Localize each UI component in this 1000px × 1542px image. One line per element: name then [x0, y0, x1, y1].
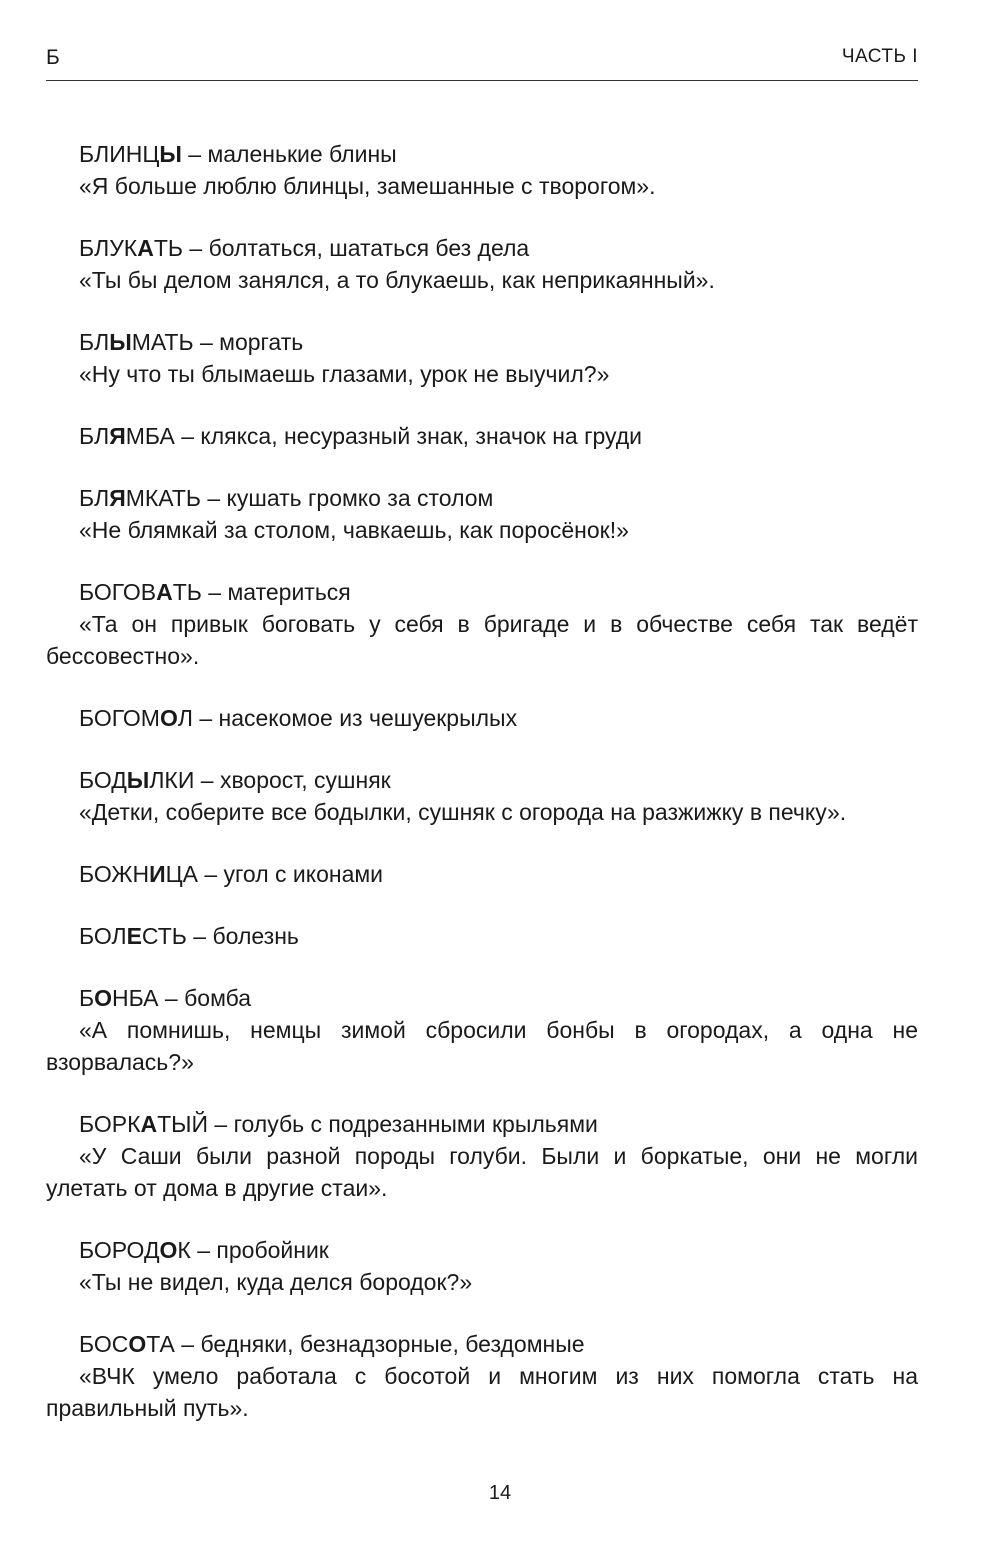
headword-start: БОГОМ	[79, 705, 160, 731]
definition: хворост, сушняк	[219, 767, 391, 793]
usage-example: «А помнишь, немцы зимой сбросили бонбы в огородах, а одна не взорвалась?»	[46, 1017, 918, 1075]
headword-end: МАТЬ	[131, 329, 194, 355]
dictionary-entries	[46, 138, 918, 1454]
definition-dash: –	[190, 1237, 217, 1263]
stressed-letter: А	[137, 235, 154, 261]
usage-example: «ВЧК умело работала с босотой и многим из них помогла стать на правильный путь».	[46, 1363, 918, 1421]
entry-headline	[46, 982, 918, 1014]
definition: насекомое из чешуекрылых	[218, 705, 518, 731]
usage-example: «Ты бы делом занялся, а то блукаешь, как неприкаянный».	[79, 267, 715, 293]
definition: маленькие блины	[207, 141, 397, 167]
entry-headline	[46, 702, 918, 734]
entry-headline	[46, 920, 918, 952]
headword-end: К	[177, 1237, 191, 1263]
usage-example: «Ну что ты блымаешь глазами, урок не выучил?»	[79, 361, 610, 387]
dictionary-entry	[46, 1328, 918, 1424]
headword-end: ТЬ	[153, 235, 183, 261]
stressed-letter: О	[94, 985, 112, 1011]
entry-headline	[46, 1108, 918, 1140]
headword-start: БЛУК	[79, 235, 138, 261]
dictionary-entry	[46, 982, 918, 1078]
usage-example: «Ты не видел, куда делся бородок?»	[79, 1269, 473, 1295]
dictionary-entry	[46, 326, 918, 390]
entry-headline	[46, 138, 918, 170]
headword-end: ТЫЙ	[157, 1111, 209, 1137]
headword-end: МКАТЬ	[125, 485, 201, 511]
headword-end: ЦА	[165, 861, 198, 887]
dictionary-entry	[46, 702, 918, 734]
headword-end: НБА	[111, 985, 159, 1011]
dictionary-entry	[46, 1234, 918, 1298]
entry-headline	[46, 482, 918, 514]
definition: кушать громко за столом	[226, 485, 494, 511]
entry-headline	[46, 1234, 918, 1266]
headword-start: БОРОД	[79, 1237, 160, 1263]
headword-start: БОС	[79, 1331, 129, 1357]
stressed-letter: О	[159, 1237, 178, 1263]
headword-end: Л	[177, 705, 193, 731]
usage-example: «Я больше люблю блинцы, замешанные с творогом».	[79, 173, 656, 199]
dictionary-entry	[46, 1108, 918, 1204]
dictionary-entry	[46, 576, 918, 672]
entry-headline	[46, 858, 918, 890]
dictionary-entry	[46, 764, 918, 828]
headword-start: БОЖН	[79, 861, 150, 887]
dictionary-entry	[46, 858, 918, 890]
usage-example: «Та он привык боговать у себя в бригаде и в обчестве себя так ведёт бессовестно».	[46, 611, 918, 669]
entry-headline	[46, 326, 918, 358]
definition: клякса, несуразный знак, значок на груди	[200, 423, 643, 449]
stressed-letter: Е	[126, 923, 142, 949]
dictionary-entry	[46, 420, 918, 452]
definition: угол с иконами	[223, 861, 384, 887]
definition-dash: –	[197, 861, 224, 887]
definition: болтаться, шататься без дела	[208, 235, 530, 261]
stressed-letter: Ы	[109, 329, 132, 355]
stressed-letter: Я	[109, 485, 126, 511]
definition-dash: –	[200, 485, 227, 511]
headword-end: СТЬ	[141, 923, 187, 949]
headword-start: БОГОВ	[79, 579, 157, 605]
headword-end: ТА	[146, 1331, 175, 1357]
stressed-letter: И	[149, 861, 166, 887]
dictionary-entry	[46, 232, 918, 296]
definition: материться	[227, 579, 351, 605]
definition-dash: –	[194, 767, 220, 793]
stressed-letter: Ы	[159, 141, 182, 167]
stressed-letter: О	[159, 705, 178, 731]
header-rule	[46, 80, 918, 81]
stressed-letter: А	[156, 579, 173, 605]
definition-dash: –	[174, 1331, 201, 1357]
stressed-letter: А	[140, 1111, 158, 1137]
headword-start: Б	[79, 985, 95, 1011]
headword-start: БЛ	[79, 329, 110, 355]
headword-end: МБА	[125, 423, 175, 449]
stressed-letter: О	[128, 1331, 147, 1357]
dictionary-entry	[46, 138, 918, 202]
stressed-letter: Ы	[126, 767, 150, 793]
headword-start: БЛ	[79, 423, 110, 449]
definition: пробойник	[216, 1237, 329, 1263]
entry-headline	[46, 232, 918, 264]
headword-start: БОЛ	[79, 923, 127, 949]
definition-dash: –	[192, 705, 219, 731]
definition: бомба	[184, 985, 252, 1011]
definition: моргать	[219, 329, 304, 355]
headword-start: БОД	[79, 767, 127, 793]
entry-headline	[46, 576, 918, 608]
part-title: ЧАСТЬ I	[841, 46, 918, 67]
definition-dash: –	[182, 235, 209, 261]
usage-example: «Детки, соберите все бодылки, сушняк с огорода на разжижку в печку».	[79, 799, 847, 825]
usage-example: «У Саши были разной породы голуби. Были и боркатые, они не могли улетать от дома в другие стаи».	[46, 1143, 918, 1201]
entry-headline	[46, 764, 918, 796]
definition-dash: –	[201, 579, 228, 605]
definition-dash: –	[181, 141, 208, 167]
usage-example: «Не блямкай за столом, чавкаешь, как поросёнок!»	[79, 517, 629, 543]
page-number: 14	[488, 1482, 512, 1504]
entry-headline	[46, 420, 918, 452]
headword-start: БЛ	[79, 485, 110, 511]
headword-end: ЛКИ	[149, 767, 195, 793]
headword-start: БЛИНЦ	[79, 141, 160, 167]
section-letter: Б	[46, 46, 60, 69]
definition-dash: –	[158, 985, 185, 1011]
definition-dash: –	[193, 329, 220, 355]
definition-dash: –	[174, 423, 201, 449]
definition-dash: –	[208, 1111, 234, 1137]
definition: бедняки, безнадзорные, бездомные	[200, 1331, 585, 1357]
dictionary-entry	[46, 482, 918, 546]
headword-start: БОРК	[79, 1111, 141, 1137]
definition-dash: –	[186, 923, 213, 949]
stressed-letter: Я	[109, 423, 126, 449]
headword-end: ТЬ	[172, 579, 202, 605]
definition: болезнь	[212, 923, 299, 949]
definition: голубь с подрезанными крыльями	[233, 1111, 598, 1137]
dictionary-entry	[46, 920, 918, 952]
entry-headline	[46, 1328, 918, 1360]
